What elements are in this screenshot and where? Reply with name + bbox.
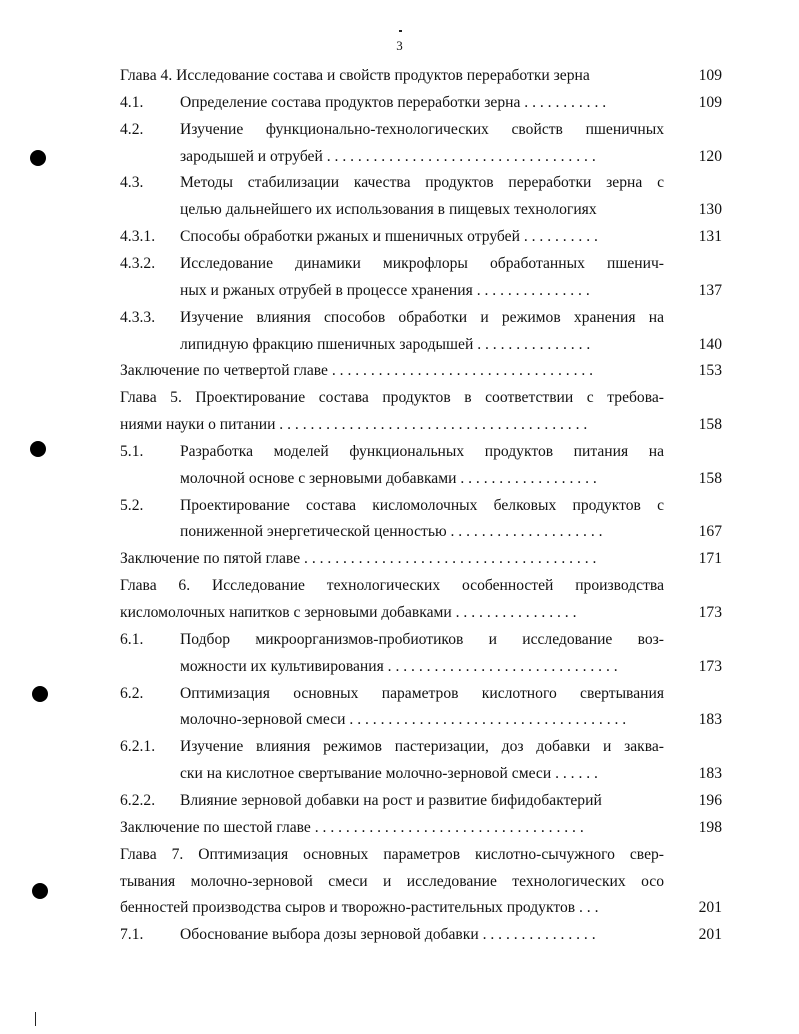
toc-title: тывания молочно-зерновой смеси и исследование технологических осо [120,872,664,890]
toc-line [120,493,722,519]
toc-page-number: 131 [698,228,722,246]
toc-title: ниями науки о питании . . . . . . . . . . . . . . . . . . . . . . . . . . . . . . . . . . . . . . . . [120,416,588,434]
toc-title: Изучение влияния способов обработки и режимов хранения на [180,308,664,326]
toc-line [120,627,722,653]
toc-title: Методы стабилизации качества продуктов переработки зерна с [180,174,664,192]
toc-section-number: 4.3.3. [120,308,156,326]
toc-page-number: 173 [698,657,722,675]
toc-title: Разработка моделей функциональных продуктов питания на [180,442,664,460]
toc-line [120,170,722,196]
toc-title: Проектирование состава кисломолочных белковых продуктов с [180,496,664,514]
toc-section-number: 4.2. [120,120,144,138]
toc-line [120,815,722,841]
toc-section-number: 4.3.1. [120,228,156,246]
toc-line [120,90,722,116]
toc-title: можности их культивирования . . . . . . . . . . . . . . . . . . . . . . . . . . . . . . [180,657,618,675]
toc-title: Подбор микроорганизмов-пробиотиков и исследование воз- [180,630,664,648]
toc-line [120,278,722,304]
toc-title: Оптимизация основных параметров кислотного свертывания [180,684,664,702]
toc-page-number: 120 [698,147,722,165]
toc-title: Способы обработки ржаных и пшеничных отрубей . . . . . . . . . . [180,228,598,246]
toc-section-number: 4.1. [120,93,144,111]
toc-section-number: 5.1. [120,442,144,460]
toc-section-number: 4.3.2. [120,254,156,272]
toc-title: зародышей и отрубей . . . . . . . . . . . . . . . . . . . . . . . . . . . . . . . . . . . [180,147,596,165]
toc-page-number: 171 [698,550,722,568]
toc-title: Заключение по четвертой главе . . . . . . . . . . . . . . . . . . . . . . . . . . . . . . . . . . [120,362,594,380]
toc-section-number: 6.2.1. [120,738,156,756]
toc-title: Изучение влияния режимов пастеризации, доз добавки и заква- [180,738,664,756]
toc-title: ски на кислотное свертывание молочно-зерновой смеси . . . . . . [180,765,598,783]
toc-line [120,144,722,170]
toc-line [120,358,722,384]
toc-line [120,761,722,787]
toc-line [120,332,722,358]
toc-title: Обоснование выбора дозы зерновой добавки . . . . . . . . . . . . . . . [180,926,596,944]
toc-title: молочно-зерновой смеси . . . . . . . . . . . . . . . . . . . . . . . . . . . . . . . . . . . . [180,711,627,729]
toc-section-number: 6.2. [120,684,144,702]
toc-line [120,546,722,572]
toc-title: Глава 4. Исследование состава и свойств продуктов переработки зерна [120,67,590,84]
toc-title: Глава 5. Проектирование состава продуктов в соответствии с требова- [120,389,664,407]
toc-page-number: 201 [698,899,722,917]
page-number: 3 [396,38,403,53]
toc-line [120,788,722,814]
toc-title: Определение состава продуктов переработки зерна . . . . . . . . . . . [180,93,607,111]
toc-line [120,251,722,277]
toc-title: Глава 6. Исследование технологических особенностей производства [120,577,664,595]
toc-title: кисломолочных напитков с зерновыми добавками . . . . . . . . . . . . . . . . [120,604,577,621]
toc-page-number: 158 [698,469,722,487]
toc-line [120,519,722,545]
toc-line [120,305,722,331]
toc-page-number: 201 [698,926,722,944]
toc-page-number: 196 [698,791,722,809]
hole-punch-mark [30,441,46,457]
toc-line [120,466,722,492]
toc-line [120,63,722,89]
toc-section-number: 6.2.2. [120,791,156,809]
toc-page-number: 167 [698,523,722,541]
toc-page-number: 183 [698,711,722,729]
toc-title: бенностей производства сыров и творожно-растительных продуктов . . . [120,899,599,917]
hole-punch-mark [32,883,48,899]
toc-title: молочной основе с зерновыми добавками . . . . . . . . . . . . . . . . . . [180,469,597,487]
toc-title: Влияние зерновой добавки на рост и развитие бифидобактерий [180,791,602,809]
toc-line [120,654,722,680]
toc-page-number: 109 [698,67,722,84]
toc-title: пониженной энергетической ценностью . . . . . . . . . . . . . . . . . . . . [180,523,603,541]
toc-title: целью дальнейшего их использования в пищевых технологиях [180,201,597,219]
toc-line [120,439,722,465]
toc-title: Заключение по шестой главе . . . . . . . . . . . . . . . . . . . . . . . . . . . . . . . . . . . [120,818,584,836]
toc-line [120,895,722,921]
toc-title: Глава 7. Оптимизация основных параметров кислотно-сычужного свер- [120,845,664,863]
toc-title: ных и ржаных отрубей в процессе хранения . . . . . . . . . . . . . . . [180,281,590,299]
toc-line [120,117,722,143]
toc-line [120,734,722,760]
toc-line [120,385,722,411]
toc-line [120,197,722,223]
toc-line [120,412,722,438]
toc-page-number: 130 [698,201,722,219]
toc-title: Исследование динамики микрофлоры обработанных пшенич- [180,254,664,272]
toc-line [120,842,722,868]
toc-page-number: 153 [698,362,722,380]
toc-page-number: 198 [698,818,722,836]
toc-line [120,573,722,599]
scan-speck [35,1012,36,1026]
toc-section-number: 5.2. [120,496,144,514]
toc-section-number: 7.1. [120,926,144,944]
toc-line [120,922,722,948]
toc-page-number: 158 [698,416,722,434]
toc-line [120,681,722,707]
toc-page-number: 173 [698,604,722,621]
toc-page-number: 183 [698,765,722,783]
toc-title: липидную фракцию пшеничных зародышей . . . . . . . . . . . . . . . [180,335,591,353]
toc-page-number: 109 [698,93,722,111]
toc-section-number: 6.1. [120,630,144,648]
toc-title: Заключение по пятой главе . . . . . . . . . . . . . . . . . . . . . . . . . . . . . . . . . . . . . . [120,550,597,568]
hole-punch-mark [30,150,46,166]
toc-line [120,869,722,895]
toc-page-number: 137 [698,281,722,299]
hole-punch-mark [32,686,48,702]
toc-line [120,707,722,733]
toc-line [120,600,722,626]
toc-page-number: 140 [698,335,722,353]
scan-speck [399,30,402,32]
toc-line [120,224,722,250]
toc-section-number: 4.3. [120,174,144,192]
toc-title: Изучение функционально-технологических свойств пшеничных [180,120,664,138]
